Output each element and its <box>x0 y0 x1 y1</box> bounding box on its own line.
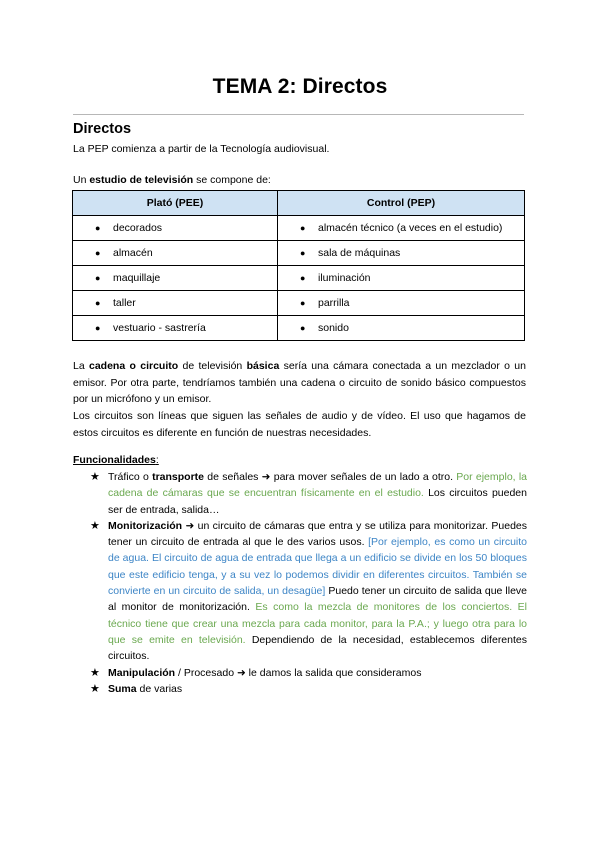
bullet-icon: ● <box>300 223 306 233</box>
item2-green-note: Es como la mezcla de monitores de los conciertos. El técnico tiene que crear una mezcla para cada monitor, para la P.A.; y luego otra para lo que se emite en televisión. <box>108 601 527 646</box>
bullet-icon: ● <box>95 323 101 333</box>
intro-text: La PEP comienza a partir de la Tecnología audiovisual. <box>73 143 330 155</box>
column-header-control: Control (PEP) <box>278 191 525 216</box>
functionalities-list <box>90 469 527 697</box>
table-cell <box>73 241 278 266</box>
cell-text: decorados <box>113 222 163 234</box>
cell-text: iluminación <box>318 272 371 284</box>
functionalities-heading-text: Funcionalidades <box>73 454 156 466</box>
bullet-icon: ● <box>95 223 101 233</box>
studio-table <box>72 190 525 341</box>
cell-text: vestuario - sastrería <box>113 322 206 334</box>
table-cell <box>73 291 278 316</box>
bullet-icon: ● <box>95 273 101 283</box>
table-cell <box>73 316 278 341</box>
table-cell <box>278 216 525 241</box>
item2-text-d: Dependiendo de la necesidad, establecemos diferentes circuitos. <box>108 633 527 663</box>
para1-bold-basica: básica <box>246 360 280 372</box>
para1-text-d: sería una cámara conectada a un mezclador o un emisor. Por otra parte, tendríamos también una cadena o circuito de sonido básico compuestos por un micrófono y un emisor. <box>73 360 526 405</box>
column-header-plato: Plató (PEE) <box>73 191 278 216</box>
title-divider <box>73 114 524 115</box>
item1-text-d: Los circuitos pueden ser de entrada, salida… <box>108 487 527 516</box>
para1-bold-cadena: cadena o circuito <box>89 360 179 372</box>
section-heading: Directos <box>73 121 132 137</box>
item2-text-a: ➜ un circuito de cámaras que entra y se utiliza para monitorizar. Puedes tener un circuito de entrada al que le des varios usos. <box>108 519 527 549</box>
list-item <box>90 665 527 681</box>
item2-text-c: Puedo tener un circuito de salida que lleve al monitor de monitorización. <box>108 585 527 614</box>
list-item <box>90 681 527 697</box>
table-row <box>73 241 525 266</box>
list-item <box>90 469 527 518</box>
cell-text: almacén técnico (a veces en el estudio) <box>318 222 503 234</box>
bullet-icon: ● <box>300 323 306 333</box>
cell-text: parrilla <box>318 297 350 309</box>
bullet-icon: ● <box>300 248 306 258</box>
paragraph-chain <box>73 358 526 408</box>
composes-post: se compone de: <box>193 174 271 186</box>
item2-bold: Monitorización <box>108 519 183 532</box>
table-row <box>73 291 525 316</box>
table-cell <box>278 241 525 266</box>
table-row <box>73 266 525 291</box>
cell-text: sala de máquinas <box>318 247 401 259</box>
table-row <box>73 316 525 341</box>
item4-bold: Suma <box>108 682 137 695</box>
list-item <box>90 518 527 665</box>
item3-bold: Manipulación <box>108 666 176 679</box>
functionalities-colon: : <box>155 454 159 466</box>
composes-pre: Un <box>73 174 90 186</box>
table-cell <box>278 291 525 316</box>
item1-text-c: de señales ➜ para mover señales de un lado a otro. <box>204 471 457 483</box>
cell-text: almacén <box>113 247 153 259</box>
star-bullet-icon: ★ <box>90 682 100 695</box>
page-title: TEMA 2: Directos <box>212 75 388 98</box>
para1-text-a: La <box>73 360 89 372</box>
paragraph-circuits: Los circuitos son líneas que siguen las señales de audio y de vídeo. El uso que hagamos de estos circuitos es diferente en función de nuestras necesidades. <box>73 410 526 439</box>
item1-text-a: Tráfico o <box>108 471 153 483</box>
star-bullet-icon: ★ <box>90 471 100 483</box>
bullet-icon: ● <box>95 248 101 258</box>
table-cell <box>73 266 278 291</box>
bullet-icon: ● <box>95 298 101 308</box>
table-cell <box>278 266 525 291</box>
table-cell <box>278 316 525 341</box>
cell-text: taller <box>113 297 136 309</box>
composes-sentence <box>73 172 271 188</box>
star-bullet-icon: ★ <box>90 666 100 679</box>
table-row <box>73 216 525 241</box>
table-header-row <box>73 191 525 216</box>
para1-text-c: de televisión <box>178 360 247 372</box>
item1-green-note: Por ejemplo, la cadena de cámaras que se encuentran físicamente en el estudio. <box>108 471 528 500</box>
item3-text: / Procesado ➜ le damos la salida que consideramos <box>175 666 422 679</box>
star-bullet-icon: ★ <box>90 519 100 532</box>
item1-bold: transporte <box>152 471 205 483</box>
functionalities-heading <box>73 454 159 466</box>
table-cell <box>73 216 278 241</box>
cell-text: sonido <box>318 322 349 334</box>
bullet-icon: ● <box>300 273 306 283</box>
item4-text: de varias <box>136 682 183 695</box>
composes-bold: estudio de televisión <box>89 174 194 186</box>
item2-blue-note: [Por ejemplo, es como un circuito de agua. El circuito de agua de entrada que llega a un edificio se divide en los 50 bloques que este edificio tenga, y a su vez lo podemos dividir en diferentes circuitos. También se convierte en un circuito de salida, un desagüe] <box>108 536 528 598</box>
bullet-icon: ● <box>300 298 306 308</box>
cell-text: maquillaje <box>113 272 161 284</box>
